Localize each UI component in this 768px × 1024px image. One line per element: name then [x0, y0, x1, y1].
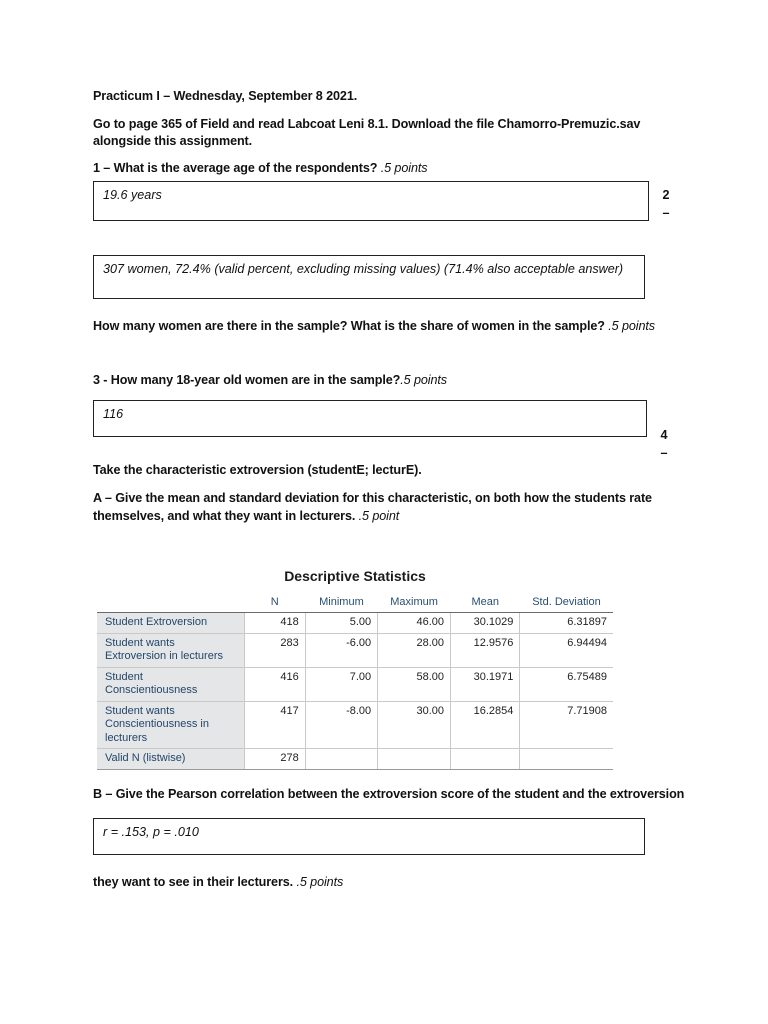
cell-maximum: [378, 749, 451, 770]
table-title: Descriptive Statistics: [284, 568, 426, 584]
question-3-text: 3 - How many 18-year old women are in the sample?: [93, 373, 401, 387]
cell-std-deviation: [520, 749, 613, 770]
cell-minimum: [305, 749, 377, 770]
cell-std-deviation: 7.71908: [520, 701, 613, 749]
question-4b-line-1: B – Give the Pearson correlation between the extroversion score of the student and the extroversion: [93, 787, 685, 801]
cell-std-deviation: 6.75489: [520, 667, 613, 701]
question-2-text: How many women are there in the sample? What is the share of women in the sample?: [93, 319, 609, 333]
intro-line-2: alongside this assignment.: [93, 134, 253, 148]
row-label: Student Extroversion: [97, 613, 244, 634]
table-header-minimum: Minimum: [305, 591, 377, 613]
cell-n: 283: [244, 633, 305, 667]
margin-dash-2: –: [662, 206, 670, 220]
intro-line-1: Go to page 365 of Field and read Labcoat Leni 8.1. Download the file Chamorro-Premuzic.sav: [93, 117, 641, 131]
descriptive-statistics-table: [97, 591, 613, 770]
table-header-row: [97, 591, 613, 613]
cell-minimum: 5.00: [305, 613, 377, 634]
cell-maximum: 46.00: [378, 613, 451, 634]
row-label: Student Conscientiousness: [97, 667, 244, 701]
question-4-intro: Take the characteristic extroversion (studentE; lecturE).: [93, 463, 422, 477]
table-row: [97, 667, 613, 701]
question-1: [93, 160, 427, 177]
table-header-maximum: Maximum: [378, 591, 451, 613]
table-row: [97, 613, 613, 634]
cell-n: 418: [244, 613, 305, 634]
answer-box-3[interactable]: [93, 400, 647, 437]
question-4b-text: they want to see in their lecturers.: [93, 875, 297, 889]
question-1-text: 1 – What is the average age of the respondents?: [93, 161, 381, 175]
row-label: Student wants Extroversion in lecturers: [97, 633, 244, 667]
table-header-blank: [97, 591, 244, 613]
cell-minimum: -8.00: [305, 701, 377, 749]
question-2: [93, 318, 655, 335]
cell-std-deviation: 6.94494: [520, 633, 613, 667]
answer-box-2[interactable]: [93, 255, 645, 299]
cell-minimum: -6.00: [305, 633, 377, 667]
answer-3-text: 116: [103, 407, 124, 421]
cell-std-deviation: 6.31897: [520, 613, 613, 634]
cell-minimum: 7.00: [305, 667, 377, 701]
row-label: Valid N (listwise): [97, 749, 244, 770]
cell-mean: 30.1971: [451, 667, 520, 701]
question-4a-line-1: A – Give the mean and standard deviation for this characteristic, on both how the students rate: [93, 491, 652, 505]
table-row: [97, 749, 613, 770]
cell-n: 416: [244, 667, 305, 701]
question-2-points: .5 points: [608, 319, 655, 333]
page-title: Practicum I – Wednesday, September 8 2021.: [93, 89, 358, 103]
table-row: [97, 633, 613, 667]
question-1-points: .5 points: [380, 161, 428, 175]
question-3-points: .5 points: [400, 373, 447, 387]
question-4b-line-2: [93, 874, 343, 891]
margin-number-4: 4: [660, 428, 668, 442]
margin-dash-4: –: [660, 446, 668, 460]
table-header-n: N: [244, 591, 305, 613]
question-4a-line-2: [93, 508, 399, 525]
question-4b-points: .5 points: [296, 875, 344, 889]
cell-n: 417: [244, 701, 305, 749]
answer-2-text: 307 women, 72.4% (valid percent, excluding missing values) (71.4% also acceptable answer): [103, 262, 624, 276]
question-3: [93, 372, 447, 389]
table-row: [97, 701, 613, 749]
cell-maximum: 28.00: [378, 633, 451, 667]
table-header-mean: Mean: [451, 591, 520, 613]
table-header-std-deviation: Std. Deviation: [520, 591, 613, 613]
question-4a-text: themselves, and what they want in lecturers.: [93, 509, 359, 523]
answer-box-4b[interactable]: [93, 818, 645, 855]
answer-4b-text: r = .153, p = .010: [103, 825, 199, 839]
margin-number-2: 2: [662, 188, 670, 202]
cell-mean: 16.2854: [451, 701, 520, 749]
question-4a-points: .5 point: [358, 509, 400, 523]
cell-n: 278: [244, 749, 305, 770]
cell-mean: 12.9576: [451, 633, 520, 667]
cell-mean: [451, 749, 520, 770]
cell-maximum: 30.00: [378, 701, 451, 749]
row-label: Student wants Conscientiousness in lecturers: [97, 701, 244, 749]
cell-maximum: 58.00: [378, 667, 451, 701]
answer-box-1[interactable]: [93, 181, 649, 221]
answer-1-text: 19.6 years: [103, 188, 162, 202]
cell-mean: 30.1029: [451, 613, 520, 634]
